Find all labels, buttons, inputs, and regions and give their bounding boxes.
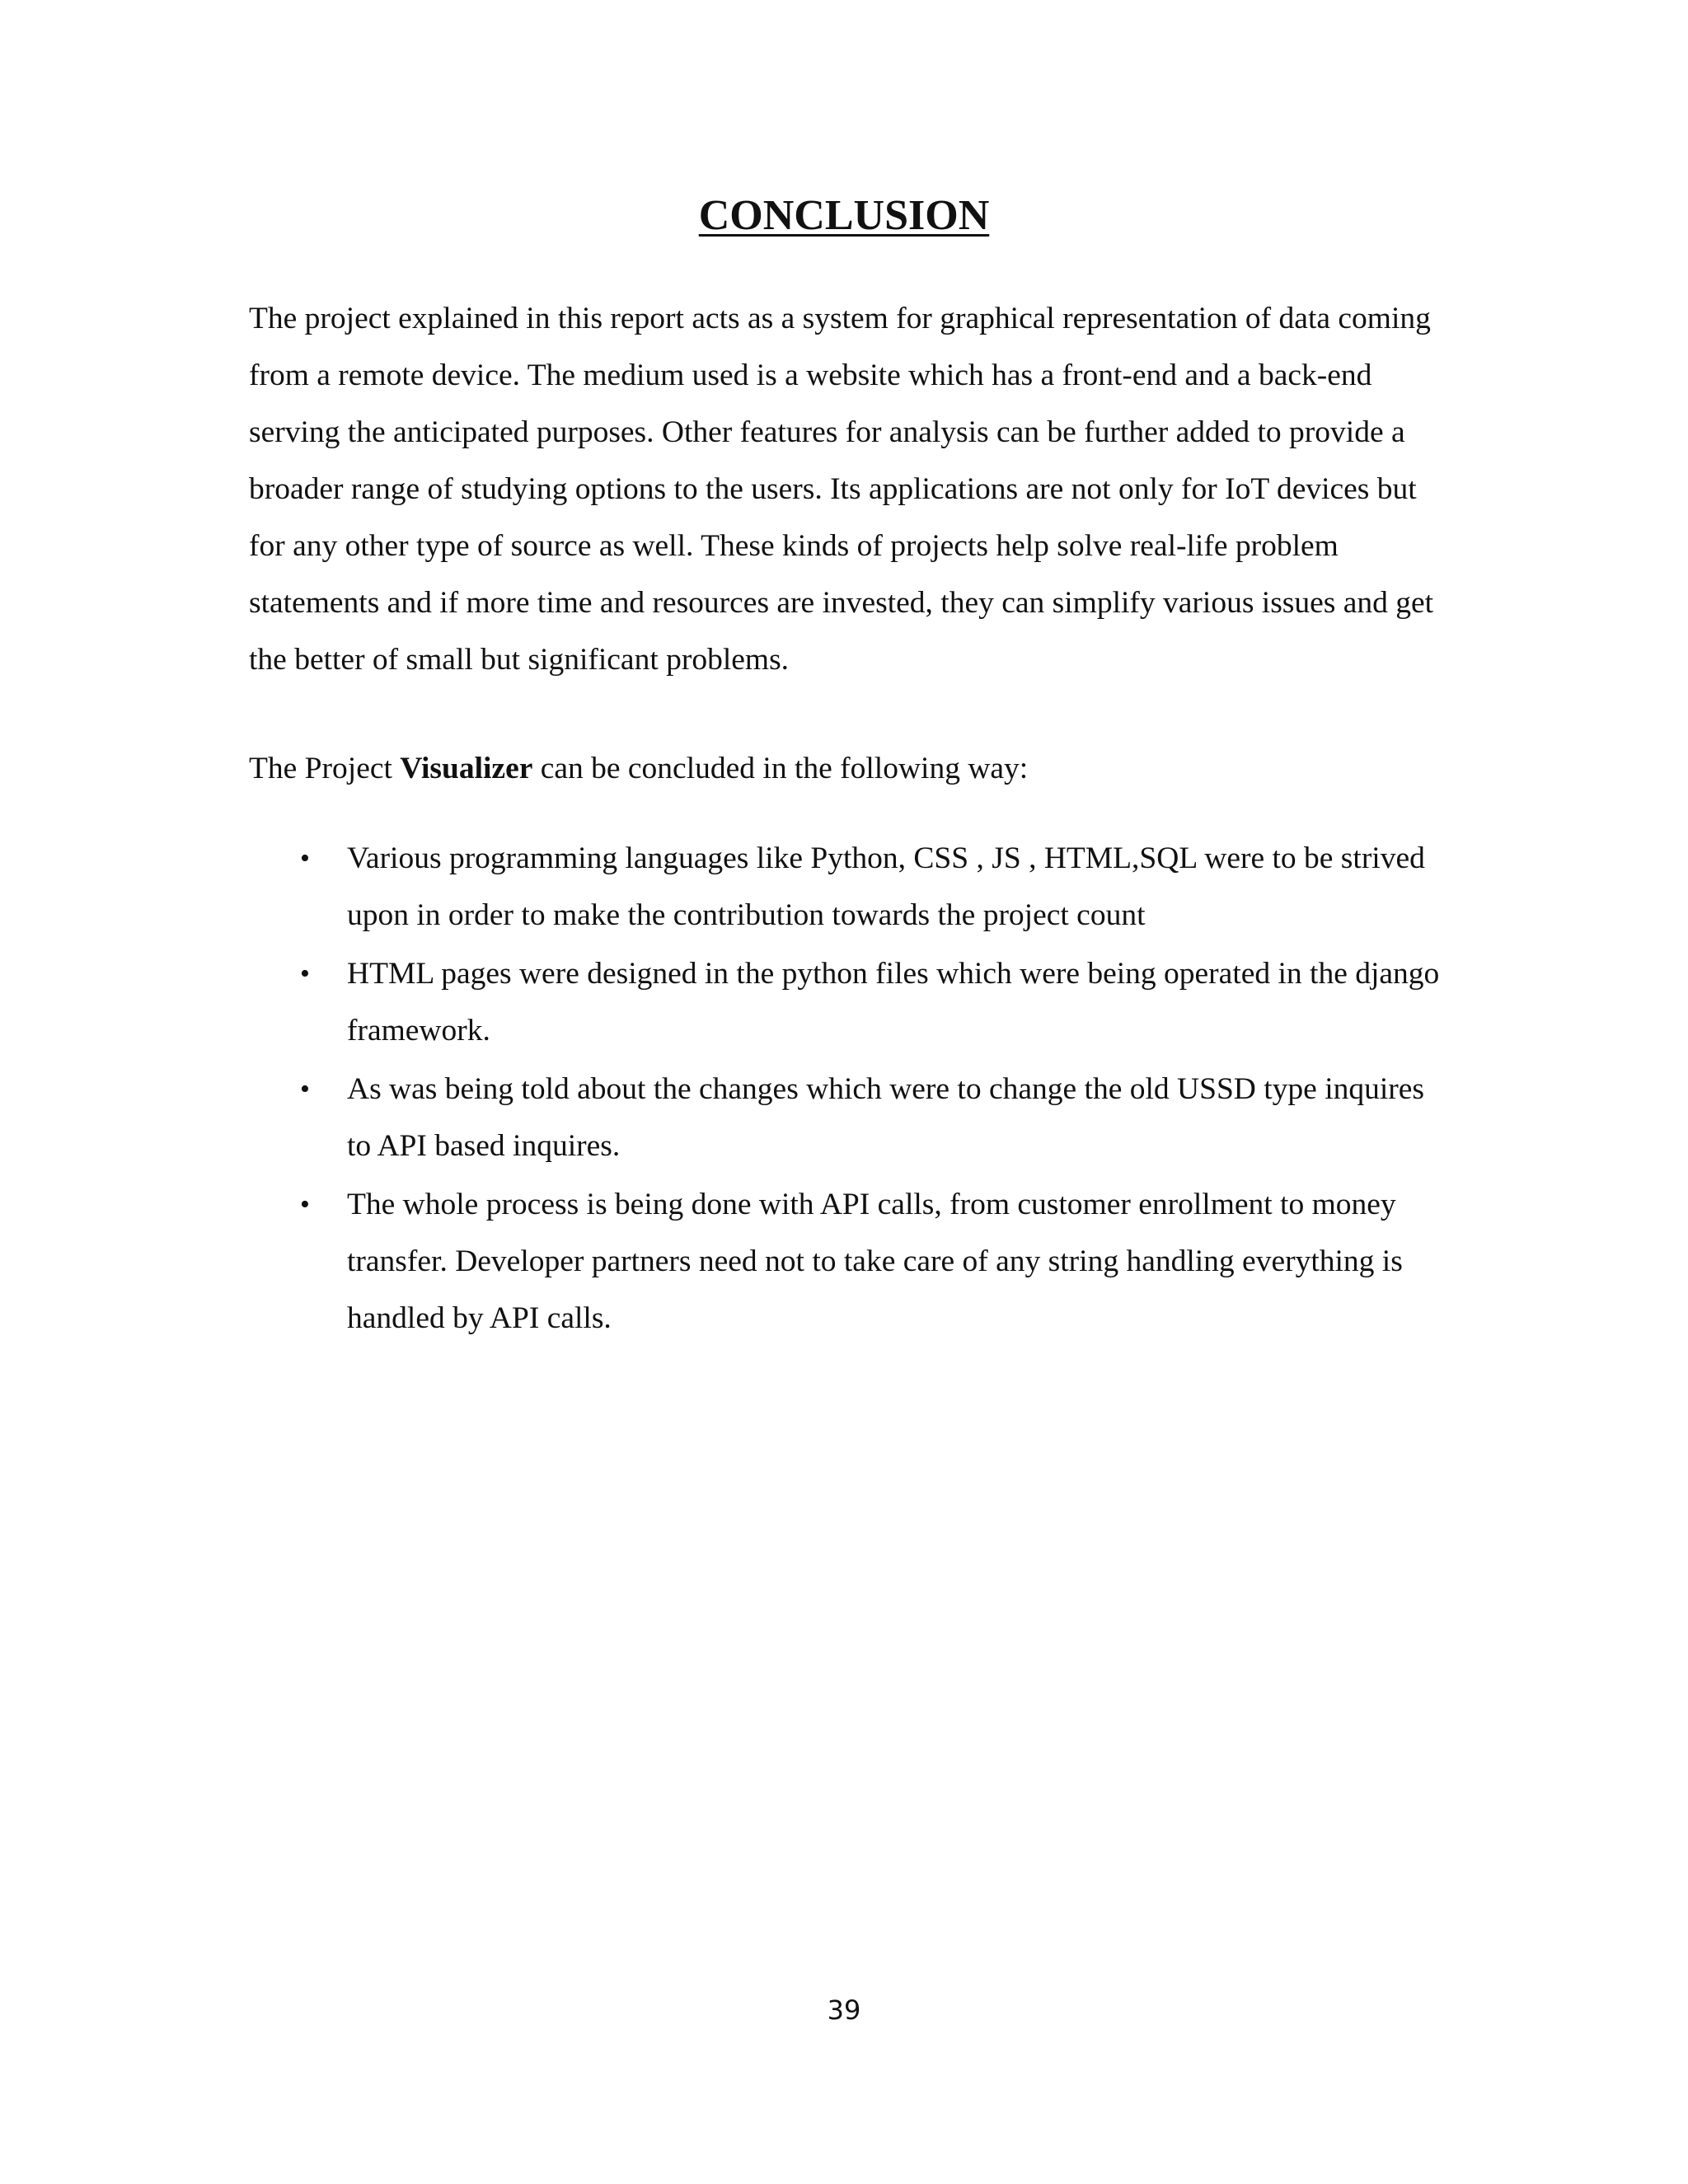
project-name: Visualizer xyxy=(400,752,533,785)
list-item xyxy=(249,830,1452,944)
conclusion-bullet-list xyxy=(249,830,1452,1348)
list-item-text: Various programming languages like Python, CSS , JS , HTML,SQL were to be strived upon in order to make the contribution towards the project count xyxy=(347,841,1425,932)
bullet-icon: • xyxy=(300,958,310,989)
intro-before: The Project xyxy=(249,752,401,785)
bullet-icon: • xyxy=(300,843,310,874)
page-number: 39 xyxy=(827,1994,861,2026)
intro-sentence xyxy=(249,740,1452,797)
intro-after: can be concluded in the following way: xyxy=(532,752,1029,785)
list-item-text: As was being told about the changes which were to change the old USSD type inquires to API based inquires. xyxy=(347,1072,1425,1163)
list-item xyxy=(249,1061,1452,1174)
bullet-icon: • xyxy=(300,1074,310,1104)
list-item xyxy=(249,945,1452,1059)
list-item-text: The whole process is being done with API calls, from customer enrollment to money transfer. Developer partners need not to take care of any string handling everything is handled by API calls. xyxy=(347,1188,1403,1335)
list-item-text: HTML pages were designed in the python files which were being operated in the django framework. xyxy=(347,957,1440,1047)
page-title: CONCLUSION xyxy=(698,192,990,239)
bullet-icon: • xyxy=(300,1189,310,1220)
conclusion-paragraph: The project explained in this report acts as a system for graphical representation of data coming from a remote device. The medium used is a website which has a front-end and a back-end serving the anticipated purposes. Other features for analysis can be further added to provide a broader range of studying options to the users. Its applications are not only for IoT devices but for any other type of source as well. These kinds of projects help solve real-life problem statements and if more time and resources are invested, they can simplify various issues and get the better of small but significant problems. xyxy=(249,302,1434,677)
list-item xyxy=(249,1176,1452,1347)
